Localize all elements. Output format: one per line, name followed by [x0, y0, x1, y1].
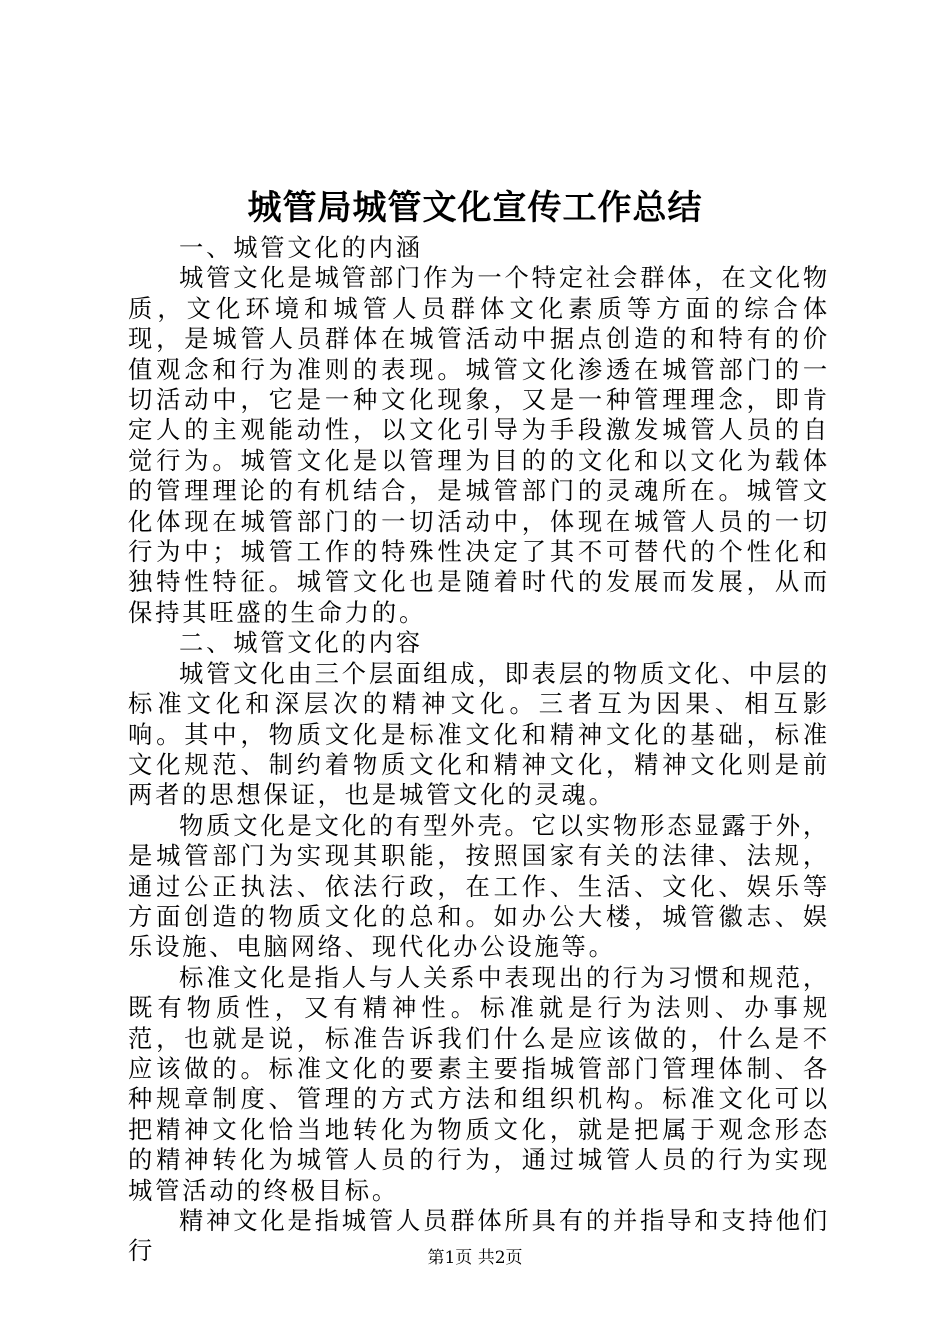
paragraph: 城管文化由三个层面组成，即表层的物质文化、中层的标准文化和深层次的精神文化。三者互为因果、相互影响。其中，物质文化是标准文化和精神文化的基础，标准文化规范、制约着物质文化和精神文化，精神文化则是前两者的思想保证，也是城管文化的灵魂。 [128, 658, 830, 810]
paragraph: 城管文化是城管部门作为一个特定社会群体，在文化物质，文化环境和城管人员群体文化素质等方面的综合体现，是城管人员群体在城管活动中据点创造的和特有的价值观念和行为准则的表现。城管文化渗透在城管部门的一切活动中，它是一种文化现象，又是一种管理理念，即肯定人的主观能动性，以文化引导为手段激发城管人员的自觉行为。城管文化是以管理为目的的文化和以文化为载体的管理理论的有机结合，是城管部门的灵魂所在。城管文化体现在城管部门的一切活动中，体现在城管人员的一切行为中；城管工作的特殊性决定了其不可替代的个性化和独特性特征。城管文化也是随着时代的发展而发展，从而保持其旺盛的生命力的。 [128, 263, 830, 627]
paragraph: 标准文化是指人与人关系中表现出的行为习惯和规范，既有物质性，又有精神性。标准就是行为法则、办事规范，也就是说，标准告诉我们什么是应该做的，什么是不应该做的。标准文化的要素主要指城管部门管理体制、各种规章制度、管理的方式方法和组织机构。标准文化可以把精神文化恰当地转化为物质文化，就是把属于观念形态的精神转化为城管人员的行为，通过城管人员的行为实现城管活动的终极目标。 [128, 962, 830, 1205]
page-title: 城管局城管文化宣传工作总结 [247, 188, 703, 228]
document-body [128, 233, 830, 1267]
section-heading: 一、城管文化的内涵 [179, 233, 423, 262]
paragraph: 物质文化是文化的有型外壳。它以实物形态显露于外，是城管部门为实现其职能，按照国家有关的法律、法规，通过公正执法、依法行政，在工作、生活、文化、娱乐等方面创造的物质文化的总和。如办公大楼，城管徽志、娱乐设施、电脑网络、现代化办公设施等。 [128, 810, 830, 962]
page-footer: 第1页 共2页 [427, 1248, 523, 1268]
paragraph: 精神文化是指城管人员群体所具有的并指导和支持他们行 [128, 1206, 830, 1266]
section-heading: 二、城管文化的内容 [179, 628, 423, 658]
